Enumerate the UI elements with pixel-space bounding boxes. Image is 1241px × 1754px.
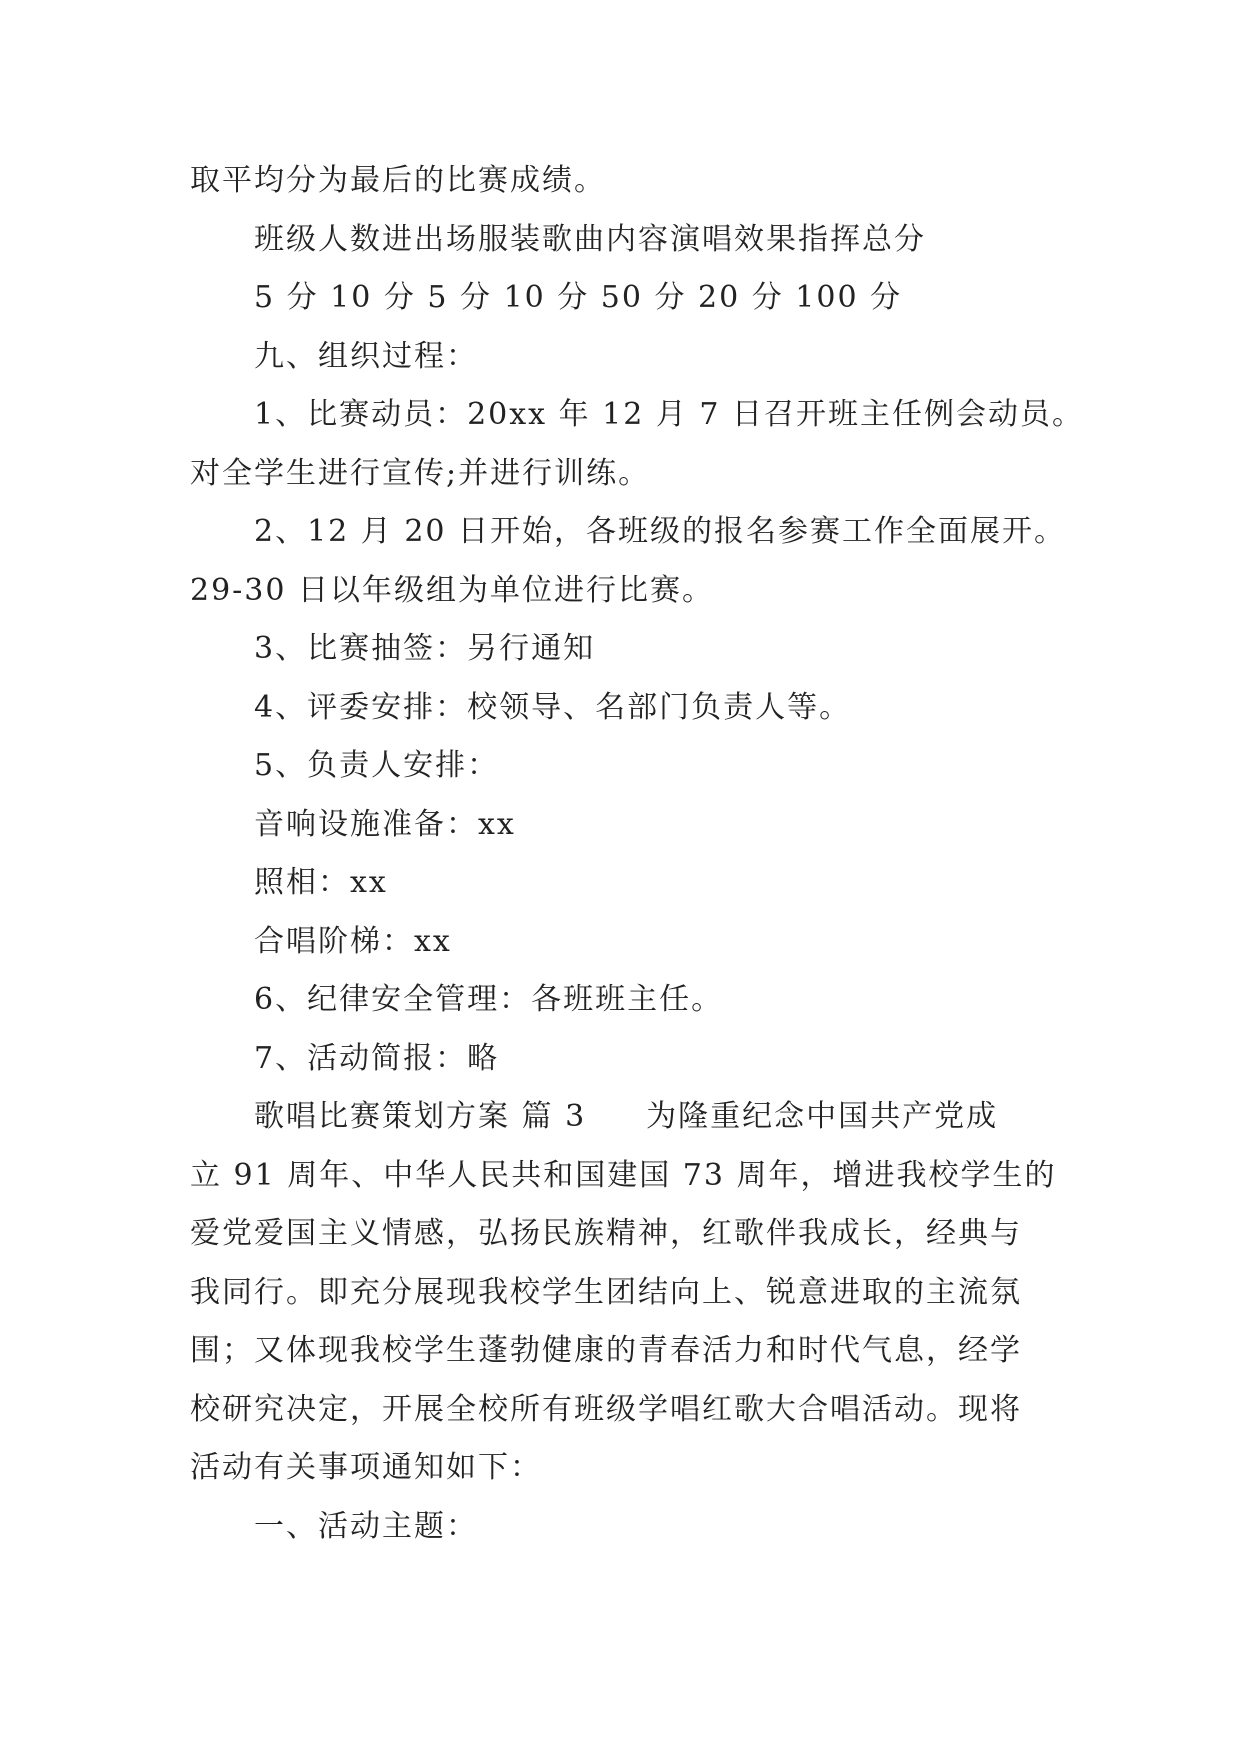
paragraph-line: 立 91 周年、中华人民共和国建国 73 周年，增进我校学生的 xyxy=(190,1157,1057,1193)
paragraph-line: 爱党爱国主义情感，弘扬民族精神，红歌伴我成长，经典与 xyxy=(190,1216,1022,1251)
text-line: 照相：xx xyxy=(254,865,388,900)
score-table-values: 5 分 10 分 5 分 10 分 50 分 20 分 100 分 xyxy=(254,280,903,315)
paragraph-line: 活动有关事项通知如下： xyxy=(190,1450,542,1485)
paragraph-line: 围；又体现我校学生蓬勃健康的青春活力和时代气息，经学 xyxy=(190,1333,1022,1368)
list-item: 2、12 月 20 日开始，各班级的报名参赛工作全面展开。 xyxy=(254,514,1067,549)
paragraph-line: 校研究决定，开展全校所有班级学唱红歌大合唱活动。现将 xyxy=(190,1391,1022,1427)
paragraph-line: 我同行。即充分展现我校学生团结向上、锐意进取的主流氛 xyxy=(190,1274,1022,1310)
list-item: 4、评委安排：校领导、名部门负责人等。 xyxy=(254,689,852,725)
section-title: 歌唱比赛策划方案 篇 3 xyxy=(254,1099,587,1134)
text-line: 对全学生进行宣传;并进行训练。 xyxy=(190,455,651,491)
section-title-line xyxy=(190,1088,1050,1147)
text-line: 取平均分为最后的比赛成绩。 xyxy=(190,163,606,198)
section-heading-organization: 九、组织过程： xyxy=(254,338,478,374)
list-item: 3、比赛抽签：另行通知 xyxy=(254,631,596,666)
document-body xyxy=(190,152,1085,1556)
text-line: 29-30 日以年级组为单位进行比赛。 xyxy=(190,572,715,608)
score-table-header: 班级人数进出场服装歌曲内容演唱效果指挥总分 xyxy=(254,221,926,257)
list-item: 6、纪律安全管理：各班班主任。 xyxy=(254,982,724,1017)
section-intro: 为隆重纪念中国共产党成 xyxy=(646,1099,999,1134)
text-line: 音响设施准备：xx xyxy=(254,806,516,842)
list-item: 1、比赛动员：20xx 年 12 月 7 日召开班主任例会动员。 xyxy=(254,397,1085,432)
list-item: 5、负责人安排： xyxy=(254,748,500,783)
list-item: 7、活动简报：略 xyxy=(254,1040,500,1076)
text-line: 合唱阶梯：xx xyxy=(254,923,452,959)
section-heading-theme: 一、活动主题： xyxy=(254,1508,478,1544)
